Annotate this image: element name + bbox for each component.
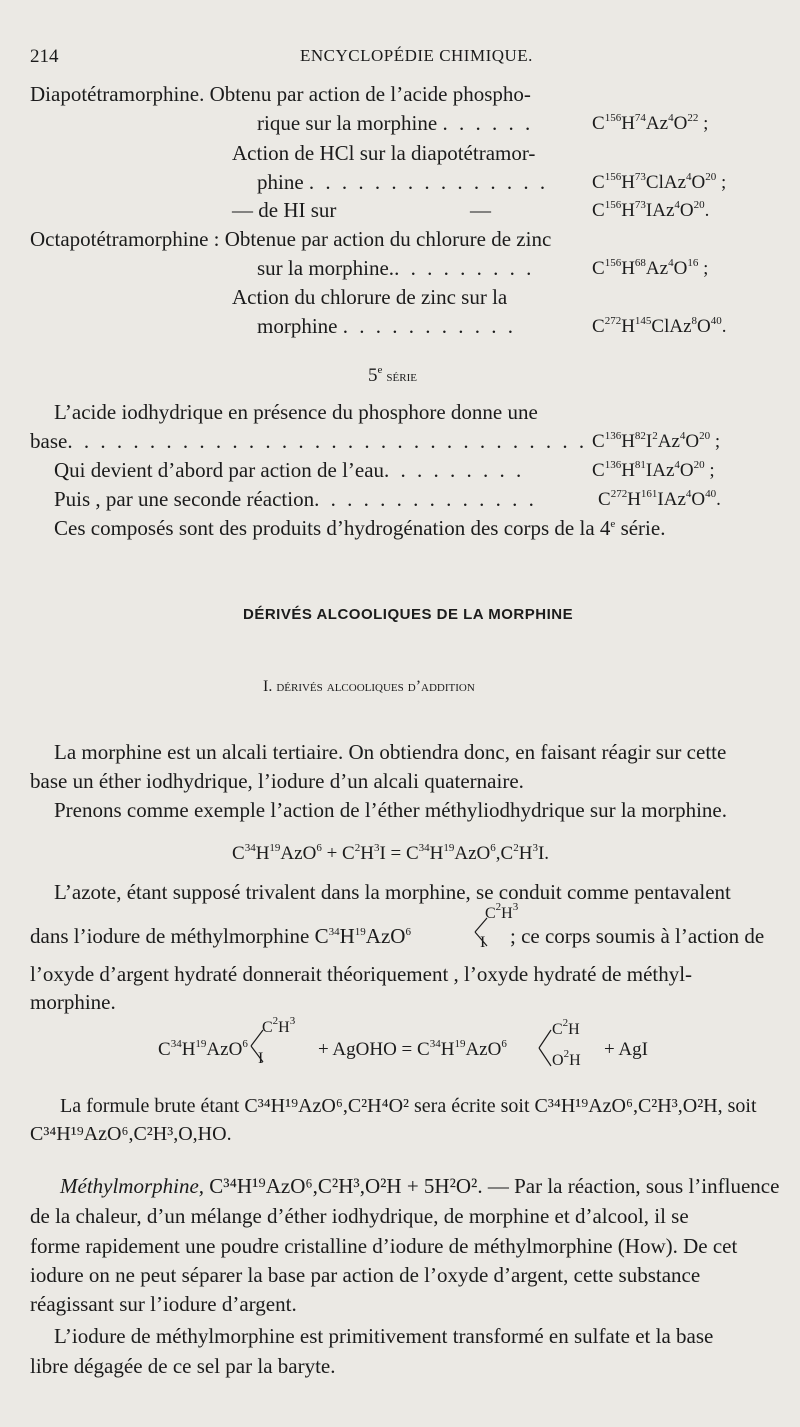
para3-line1: L’azote, étant supposé trivalent dans la morphine, se conduit comme pentavalent [54, 880, 731, 904]
para1-line2: base un éther iodhydrique, l’iodure d’un alcali quaternaire. [30, 769, 524, 793]
serie4-line7: sur la morphine.. . . . . . . . . [257, 256, 535, 280]
page-number: 214 [30, 46, 59, 67]
formula-hi-product: $C^{156}H^{73}IAz^4O^{20}$. [592, 199, 710, 221]
branch-bracket-3 [538, 1024, 552, 1072]
para6-line1: L’iodure de méthylmorphine est primitivement transformé en sulfate et la base [54, 1324, 714, 1348]
serie5-line1: L’acide iodhydrique en présence du phosphore donne une [54, 400, 538, 424]
para5-line1: Méthylmorphine, C³⁴H¹⁹AzO⁶,C²H³,O²H + 5H²O². — Par la réaction, sous l’influence [60, 1174, 780, 1198]
serie5-line5: Ces composés sont des produits d’hydrogénation des corps de la 4e série. [54, 516, 666, 540]
serie4-line8: Action du chlorure de zinc sur la [232, 285, 508, 309]
para4-line2: C³⁴H¹⁹AzO⁶,C²H³,O,HO. [30, 1123, 232, 1145]
eq2-branch-bottom: I [258, 1050, 264, 1067]
para5-line3: forme rapidement une poudre cristalline d’iodure de méthylmorphine (How). De cet [30, 1234, 738, 1258]
para1-line1: La morphine est un alcali tertiaire. On obtiendra donc, en faisant réagir sur cette [54, 740, 727, 764]
formula-serie5-water: $C^{136}H^{81}IAz^4O^{20}$ ; [592, 459, 715, 481]
formula-hcl-product: $C^{156}H^{73}ClAz^4O^{20}$ ; [592, 171, 727, 193]
equation-1: $C^{34}H^{19}AzO^6 + C^2H^3I = C^{34}H^{19}AzO^6,C^2H^3I$. [232, 842, 550, 864]
serie5-title: 5e série [368, 364, 417, 386]
para3-line2-pre: dans l’iodure de méthylmorphine $C^{34}H^{19}AzO^6$ [30, 924, 411, 948]
serie4-line9: morphine . . . . . . . . . . . [257, 314, 516, 338]
equation-2-left: $C^{34}H^{19}AzO^6$ [158, 1038, 248, 1060]
eq2-right-top: $C^2H$ [552, 1017, 580, 1038]
branch-bottom-1: I [480, 934, 486, 951]
branch-top-1: $C^2H^3$ [485, 901, 519, 922]
serie4-line2: rique sur la morphine . . . . . . [257, 111, 534, 135]
eq2-right-bottom: $O^2H$ [552, 1048, 581, 1069]
serie4-line5-dash: — [470, 198, 491, 222]
para3-line3: l’oxyde d’argent hydraté donnerait théoriquement , l’oxyde hydraté de méthyl- [30, 962, 693, 986]
para6-line2: libre dégagée de ce sel par la baryte. [30, 1354, 336, 1378]
formula-serie5-base: $C^{136}H^{82}I^2Az^4O^{20}$ ; [592, 430, 721, 452]
serie5-line2: base. . . . . . . . . . . . . . . . . . . . . . . . . . . . . . . . [30, 429, 588, 453]
formula-diapotetramorphine: $C^{156}H^{74}Az^4O^{22}$ ; [592, 112, 709, 134]
para5-line4: iodure on ne peut séparer la base par action de l’oxyde d’argent, cette substance [30, 1263, 701, 1287]
section-heading: DÉRIVÉS ALCOOLIQUES DE LA MORPHINE [243, 606, 574, 623]
running-title: ENCYCLOPÉDIE CHIMIQUE. [300, 46, 533, 65]
subsection-heading: I. dérivés alcooliques d’addition [263, 678, 475, 695]
serie5-line3: Qui devient d’abord par action de l’eau. . . . . . . . . [54, 458, 525, 482]
para4-line1: La formule brute étant C³⁴H¹⁹AzO⁶,C²H⁴O² sera écrite soit C³⁴H¹⁹AzO⁶,C²H³,O²H, soit [60, 1095, 757, 1117]
formula-octapotetramorphine: $C^{156}H^{68}Az^4O^{16}$ ; [592, 257, 709, 279]
formula-zinc-product: $C^{272}H^{145}ClAz^8O^{40}$. [592, 315, 727, 337]
equation-2-mid: + AgOHO = $C^{34}H^{19}AzO^6$ [318, 1038, 507, 1060]
serie4-line4: phine . . . . . . . . . . . . . . . [257, 170, 549, 194]
para3-line4: morphine. [30, 990, 116, 1014]
para5-line2: de la chaleur, d’un mélange d’éther iodhydrique, de morphine et d’alcool, il se [30, 1204, 689, 1228]
serie4-line6: Octapotétramorphine : Obtenue par action du chlorure de zinc [30, 227, 552, 251]
formula-serie5-second: $C^{272}H^{161}IAz^4O^{40}$. [598, 488, 721, 510]
equation-2-end: + AgI [604, 1039, 648, 1060]
para5-line5: réagissant sur l’iodure d’argent. [30, 1292, 297, 1316]
para2-line1: Prenons comme exemple l’action de l’éther méthyliodhydrique sur la morphine. [54, 798, 727, 822]
serie4-line5: — de HI sur [232, 198, 337, 222]
serie5-line4: Puis , par une seconde réaction. . . . . . . . . . . . . . [54, 487, 537, 511]
serie4-line1: Diapotétramorphine. Obtenu par action de l’acide phospho- [30, 82, 531, 106]
para3-line2-post: ; ce corps soumis à l’action de [510, 924, 765, 948]
serie4-line3: Action de HCl sur la diapotétramor- [232, 141, 536, 165]
eq2-branch-top: $C^2H^3$ [262, 1015, 296, 1036]
